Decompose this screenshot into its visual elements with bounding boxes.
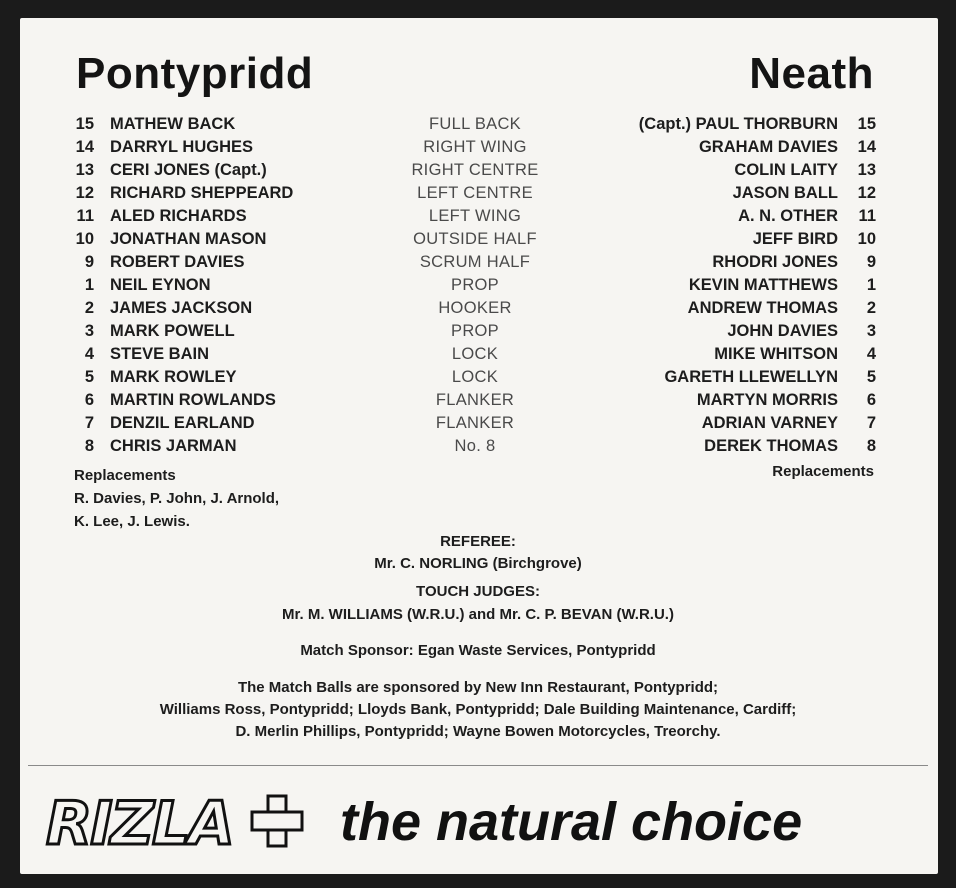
lineup-row	[0, 366, 956, 388]
home-player-name: DENZIL EARLAND	[110, 414, 255, 432]
ball-sponsors-line2: Williams Ross, Pontypridd; Lloyds Bank, Pontypridd; Dale Building Maintenance, Cardiff;	[159, 701, 797, 718]
position-label: LOCK	[451, 368, 499, 386]
away-player-number: 14	[857, 138, 876, 156]
away-player-name: JEFF BIRD	[752, 230, 838, 248]
home-replacements-heading: Replacements	[74, 467, 176, 484]
rizla-logo-text: RIZLA	[46, 790, 233, 854]
position-label: LEFT WING	[428, 207, 522, 225]
away-team-title: Neath	[749, 49, 874, 98]
touch-judges-heading: TOUCH JUDGES:	[416, 583, 540, 600]
home-player-number: 11	[76, 207, 94, 225]
lineup-row	[0, 274, 956, 296]
home-player-name: MATHEW BACK	[110, 115, 236, 133]
home-player-name: NEIL EYNON	[110, 276, 211, 294]
ball-sponsors-line1: The Match Balls are sponsored by New Inn Restaurant, Pontypridd;	[237, 679, 719, 696]
position-label: PROP	[451, 276, 499, 294]
lineup-row	[0, 320, 956, 342]
home-player-number: 9	[84, 253, 94, 271]
away-player-name: ADRIAN VARNEY	[701, 414, 838, 432]
lineup-row	[0, 435, 956, 457]
lineup-row	[0, 159, 956, 181]
home-replacements-line1: R. Davies, P. John, J. Arnold,	[74, 490, 280, 507]
away-player-number: 7	[866, 414, 876, 432]
lineup-row	[0, 343, 956, 365]
home-player-name: DARRYL HUGHES	[110, 138, 254, 156]
away-player-name: A. N. OTHER	[738, 207, 838, 225]
position-label: LOCK	[451, 345, 499, 363]
position-label: RIGHT CENTRE	[411, 161, 539, 179]
away-player-name: (Capt.) PAUL THORBURN	[638, 115, 838, 133]
away-player-name: KEVIN MATTHEWS	[688, 276, 838, 294]
away-player-number: 11	[858, 207, 876, 225]
position-label: FLANKER	[435, 391, 515, 409]
away-player-number: 1	[866, 276, 876, 294]
position-label: No. 8	[454, 437, 496, 455]
home-player-name: JONATHAN MASON	[110, 230, 267, 248]
home-team-title: Pontypridd	[76, 49, 314, 98]
away-player-name: JASON BALL	[732, 184, 838, 202]
lineup-row	[0, 389, 956, 411]
home-player-number: 8	[84, 437, 94, 455]
away-player-number: 3	[866, 322, 876, 340]
home-player-number: 12	[75, 184, 94, 202]
home-player-name: CHRIS JARMAN	[110, 437, 237, 455]
home-player-name: MARK ROWLEY	[110, 368, 237, 386]
away-replacements-heading: Replacements	[772, 463, 874, 480]
lineup-row	[0, 251, 956, 273]
home-player-name: RICHARD SHEPPEARD	[110, 184, 294, 202]
home-player-number: 14	[75, 138, 94, 156]
away-player-name: COLIN LAITY	[734, 161, 838, 179]
referee-name: Mr. C. NORLING (Birchgrove)	[374, 555, 582, 572]
position-label: HOOKER	[438, 299, 512, 317]
home-player-number: 2	[84, 299, 94, 317]
home-player-name: STEVE BAIN	[110, 345, 210, 363]
away-player-number: 15	[857, 115, 876, 133]
divider-line	[28, 765, 928, 766]
away-player-name: DEREK THOMAS	[704, 437, 838, 455]
away-player-name: GRAHAM DAVIES	[698, 138, 838, 156]
rizla-plus-mark	[252, 796, 302, 846]
home-player-number: 7	[84, 414, 94, 432]
home-replacements-line2: K. Lee, J. Lewis.	[74, 513, 190, 530]
position-label: RIGHT WING	[423, 138, 527, 156]
away-player-number: 8	[866, 437, 876, 455]
home-player-number: 5	[84, 368, 94, 386]
lineup-row	[0, 412, 956, 434]
home-player-name: ALED RICHARDS	[110, 207, 247, 225]
lineup-row	[0, 113, 956, 135]
position-label: FULL BACK	[429, 115, 521, 133]
lineup-row	[0, 297, 956, 319]
away-player-number: 12	[857, 184, 876, 202]
home-player-number: 6	[84, 391, 94, 409]
away-player-name: MARTYN MORRIS	[696, 391, 838, 409]
home-player-name: MARK POWELL	[110, 322, 235, 340]
position-label: PROP	[451, 322, 499, 340]
home-player-number: 4	[84, 345, 94, 363]
away-player-name: JOHN DAVIES	[727, 322, 838, 340]
home-player-number: 13	[75, 161, 94, 179]
away-player-number: 6	[866, 391, 876, 409]
away-player-name: GARETH LLEWELLYN	[664, 368, 838, 386]
away-player-number: 9	[866, 253, 876, 271]
lineup-row	[0, 182, 956, 204]
away-player-name: RHODRI JONES	[712, 253, 838, 271]
position-label: FLANKER	[435, 414, 515, 432]
advert-tagline: the natural choice	[340, 792, 803, 852]
position-label: LEFT CENTRE	[417, 184, 533, 202]
away-player-number: 2	[866, 299, 876, 317]
home-player-name: ROBERT DAVIES	[110, 253, 245, 271]
away-player-number: 10	[857, 230, 876, 248]
home-player-name: CERI JONES (Capt.)	[110, 161, 267, 179]
home-player-name: MARTIN ROWLANDS	[110, 391, 276, 409]
home-player-name: JAMES JACKSON	[110, 299, 253, 317]
referee-heading: REFEREE:	[440, 533, 516, 550]
away-player-name: MIKE WHITSON	[714, 345, 838, 363]
home-player-number: 1	[84, 276, 94, 294]
match-sponsor: Match Sponsor: Egan Waste Services, Pontypridd	[300, 642, 656, 659]
home-player-number: 10	[75, 230, 94, 248]
touch-judges-names: Mr. M. WILLIAMS (W.R.U.) and Mr. C. P. BEVAN (W.R.U.)	[282, 606, 674, 623]
lineup-row	[0, 205, 956, 227]
position-label: SCRUM HALF	[419, 253, 531, 271]
rizla-logo	[36, 790, 320, 854]
lineup-row	[0, 228, 956, 250]
lineup-row	[0, 136, 956, 158]
away-player-name: ANDREW THOMAS	[687, 299, 838, 317]
home-player-number: 15	[75, 115, 94, 133]
ball-sponsors-line3: D. Merlin Phillips, Pontypridd; Wayne Bowen Motorcycles, Treorchy.	[235, 723, 721, 740]
away-player-number: 5	[866, 368, 876, 386]
away-player-number: 4	[866, 345, 876, 363]
away-player-number: 13	[857, 161, 876, 179]
home-player-number: 3	[84, 322, 94, 340]
position-label: OUTSIDE HALF	[413, 230, 537, 248]
